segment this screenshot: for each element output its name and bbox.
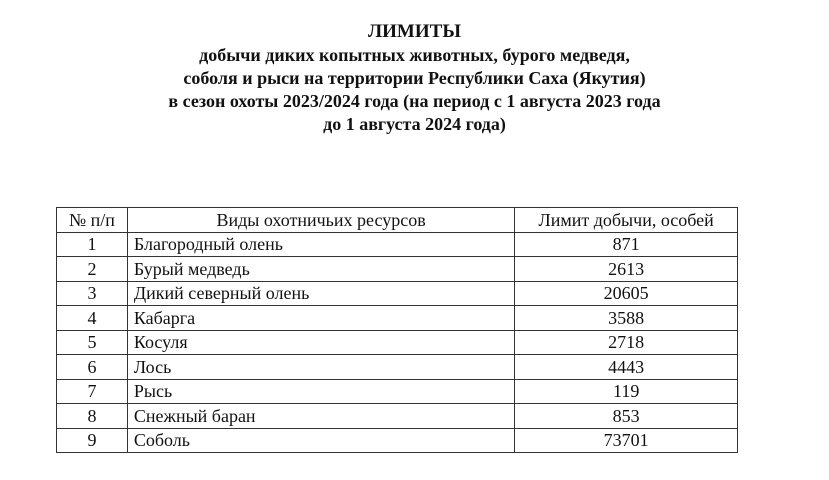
row-number: 5 bbox=[57, 330, 128, 355]
row-number: 7 bbox=[57, 379, 128, 404]
row-limit: 119 bbox=[515, 379, 738, 404]
limits-table bbox=[56, 207, 738, 453]
table-row bbox=[57, 404, 738, 429]
row-limit: 4443 bbox=[515, 355, 738, 380]
row-species: Бурый медведь bbox=[127, 257, 514, 282]
table-row bbox=[57, 330, 738, 355]
table-row bbox=[57, 257, 738, 282]
header-limit: Лимит добычи, особей bbox=[515, 208, 738, 233]
row-number: 2 bbox=[57, 257, 128, 282]
table-row bbox=[57, 232, 738, 257]
table-row bbox=[57, 355, 738, 380]
row-number: 6 bbox=[57, 355, 128, 380]
table-row bbox=[57, 428, 738, 453]
heading-title: ЛИМИТЫ bbox=[368, 21, 461, 42]
row-limit: 2718 bbox=[515, 330, 738, 355]
row-species: Соболь bbox=[127, 428, 514, 453]
heading-line-3: соболя и рыси на территории Республики Саха (Якутия) bbox=[183, 68, 646, 88]
row-limit: 20605 bbox=[515, 281, 738, 306]
row-limit: 3588 bbox=[515, 306, 738, 331]
row-species: Снежный баран bbox=[127, 404, 514, 429]
row-number: 1 bbox=[57, 232, 128, 257]
row-species: Косуля bbox=[127, 330, 514, 355]
heading-line-2: добычи диких копытных животных, бурого медведя, bbox=[199, 45, 630, 65]
table-row bbox=[57, 281, 738, 306]
row-number: 4 bbox=[57, 306, 128, 331]
heading-line-5: до 1 августа 2024 года) bbox=[323, 114, 506, 134]
row-limit: 73701 bbox=[515, 428, 738, 453]
document-heading bbox=[0, 20, 829, 136]
heading-line-4: в сезон охоты 2023/2024 года (на период с 1 августа 2023 года bbox=[168, 91, 661, 111]
row-number: 9 bbox=[57, 428, 128, 453]
row-number: 8 bbox=[57, 404, 128, 429]
row-species: Благородный олень bbox=[127, 232, 514, 257]
row-limit: 871 bbox=[515, 232, 738, 257]
header-number: № п/п bbox=[57, 208, 128, 233]
row-limit: 2613 bbox=[515, 257, 738, 282]
row-species: Дикий северный олень bbox=[127, 281, 514, 306]
row-species: Кабарга bbox=[127, 306, 514, 331]
row-limit: 853 bbox=[515, 404, 738, 429]
row-number: 3 bbox=[57, 281, 128, 306]
header-species: Виды охотничьих ресурсов bbox=[127, 208, 514, 233]
table-row bbox=[57, 306, 738, 331]
table-header-row bbox=[57, 208, 738, 233]
row-species: Рысь bbox=[127, 379, 514, 404]
table-row bbox=[57, 379, 738, 404]
row-species: Лось bbox=[127, 355, 514, 380]
